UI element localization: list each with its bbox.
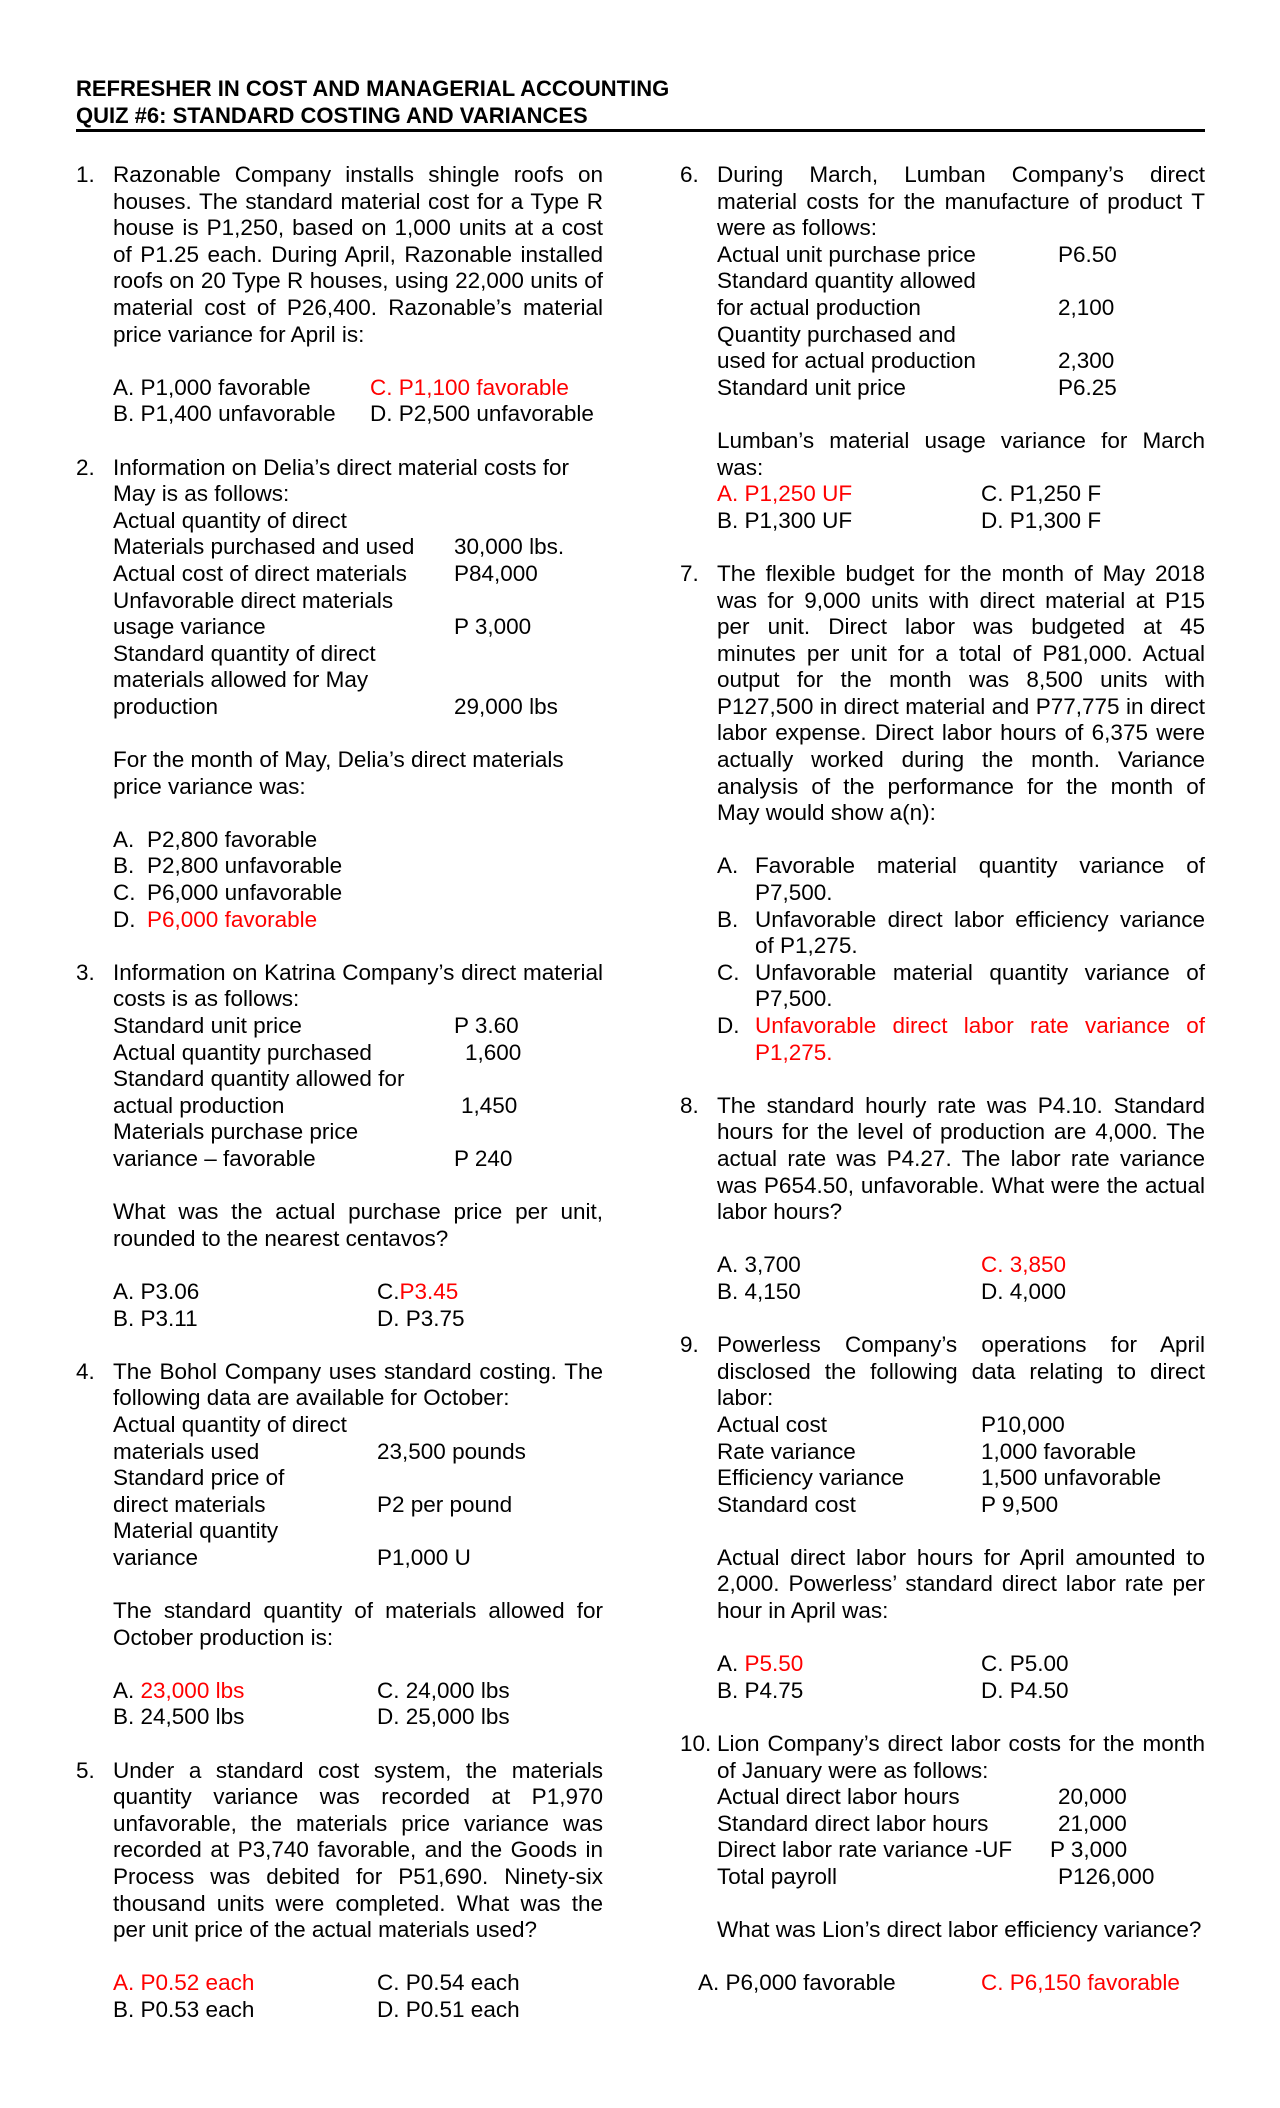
question-intro: Information on Delia’s direct material costs for May is as follows:: [113, 454, 570, 507]
question-2: [76, 455, 603, 934]
question-number: 9.: [680, 1332, 699, 1358]
table-label: Standard price of: [113, 1465, 285, 1491]
quiz-title: QUIZ #6: STANDARD COSTING AND VARIANCES: [76, 103, 588, 128]
option-c: C. P1,250 F: [981, 481, 1102, 507]
question-text: Lumban’s material usage variance for March was:: [717, 427, 1205, 480]
table-label: Standard cost: [717, 1491, 856, 1517]
question-text: Actual direct labor hours for April amounted to 2,000. Powerless’ standard direct labor rate per hour in April was:: [717, 1544, 1205, 1624]
table-value: 21,000: [1058, 1810, 1127, 1836]
option-b: P2,800 unfavorable: [147, 853, 343, 879]
question-10: [680, 1731, 1205, 1891]
question-number: 2.: [76, 454, 95, 480]
option-d-correct: Unfavorable direct labor rate variance of P1,275.: [755, 1013, 1205, 1065]
table-label: used for actual production: [717, 348, 976, 374]
table-value: 1,000 favorable: [981, 1438, 1137, 1464]
question-3: [76, 960, 603, 1332]
table-label: Actual quantity of direct: [113, 1411, 347, 1437]
table-label: Standard quantity allowed: [717, 268, 976, 294]
question-1: [76, 162, 603, 428]
table-label: Unfavorable direct materials: [113, 587, 394, 613]
question-text: The standard quantity of materials allowed for October production is:: [113, 1598, 603, 1650]
question-number: 8.: [680, 1092, 699, 1118]
option-a: P2,800 favorable: [147, 826, 318, 852]
table-value: P10,000: [981, 1411, 1065, 1437]
question-text: Under a standard cost system, the materials quantity variance was recorded at P1,970 unfavorable, the materials price variance was recorded at P3,740 favorable, and the Goods in Process was debited for P51,690. Ninety-six thousand units were completed. What was the per unit price of the actual materials used?: [113, 1757, 603, 1943]
option-letter: A.: [113, 826, 135, 852]
table-label: materials used: [113, 1438, 260, 1464]
question-10-option-a: A. P6,000 favorable: [698, 1970, 896, 1996]
option-letter: C.: [717, 959, 740, 985]
option-d: D. 25,000 lbs: [377, 1704, 510, 1730]
option-c: C. P5.00: [981, 1651, 1069, 1677]
table-label: for actual production: [717, 294, 921, 320]
question-text: The flexible budget for the month of May 2018 was for 9,000 units with direct material at P15 per unit. Direct labor was budgeted at 45 minutes per unit for a total of P81,000. Actual output for the month was 8,500 units with P127,500 in direct material and P77,775 in direct labor expense. Direct labor hours of 6,375 were actually worked during the month. Variance analysis of the performance for the month of May would show a(n):: [717, 560, 1205, 826]
option-b: Unfavorable direct labor efficiency variance of P1,275.: [755, 906, 1205, 959]
option-a-correct: A. P1,250 UF: [717, 481, 853, 507]
option-a: A. P3.06: [113, 1278, 200, 1304]
table-value: P 3,000: [454, 614, 532, 640]
table-value: P 3.60: [454, 1013, 519, 1038]
table-label: Actual quantity of direct: [113, 507, 347, 533]
table-label: Actual cost: [717, 1411, 828, 1437]
option-a-correct: 23,000 lbs: [140, 1677, 245, 1703]
table-value: P6.25: [1058, 374, 1117, 400]
table-value: 20,000: [1058, 1784, 1127, 1810]
question-number: 1.: [76, 162, 95, 187]
option-b: B. P1,400 unfavorable: [113, 401, 336, 427]
option-b: B. P0.53 each: [113, 1996, 255, 2022]
option-b: B. P1,300 UF: [717, 507, 853, 533]
table-value: P2 per pound: [377, 1491, 513, 1517]
option-d-correct: P6,000 favorable: [147, 906, 318, 932]
option-b: B. P4.75: [717, 1677, 804, 1703]
table-label: Material quantity: [113, 1518, 279, 1544]
question-5: [76, 1758, 603, 2024]
table-label: Efficiency variance: [717, 1465, 905, 1491]
question-number: 3.: [76, 959, 95, 985]
question-number: 4.: [76, 1358, 95, 1384]
option-d: D. 4,000: [981, 1278, 1067, 1304]
table-label: Actual unit purchase price: [717, 241, 976, 267]
table-value: P1,000 U: [377, 1544, 471, 1570]
table-value: 2,100: [1058, 294, 1115, 320]
table-label: Materials purchased and used: [113, 534, 415, 560]
table-value: P 240: [454, 1145, 513, 1171]
option-d: D. P4.50: [981, 1677, 1069, 1703]
option-c: Unfavorable material quantity variance of P7,500.: [755, 959, 1205, 1012]
table-label: actual production: [113, 1092, 285, 1118]
option-letter: D.: [717, 1013, 740, 1038]
table-value: P 3,000: [1050, 1837, 1128, 1863]
question-number: 5.: [76, 1757, 95, 1783]
table-label: Actual cost of direct materials: [113, 560, 407, 586]
data-table: [113, 508, 603, 721]
document-header: [76, 75, 1206, 129]
option-d: D. P1,300 F: [981, 507, 1102, 533]
option-a: A. 3,700: [717, 1252, 801, 1278]
table-value: 1,450: [461, 1092, 518, 1118]
question-6: [680, 162, 1205, 534]
question-number: 6.: [680, 162, 699, 187]
table-label: Direct labor rate variance -UF: [717, 1837, 1013, 1863]
table-value: P84,000: [454, 560, 538, 586]
question-intro: During March, Lumban Company’s direct material costs for the manufacture of product T were as follows:: [717, 162, 1205, 241]
table-label: Rate variance: [717, 1438, 856, 1464]
table-label: Materials purchase price: [113, 1119, 359, 1145]
table-label: Actual quantity purchased: [113, 1039, 372, 1065]
table-value: 23,500 pounds: [377, 1438, 526, 1464]
question-text: For the month of May, Delia’s direct materials price variance was:: [113, 747, 564, 799]
option-b: B. 4,150: [717, 1278, 801, 1304]
option-b: B. 24,500 lbs: [113, 1704, 245, 1730]
question-7: [680, 561, 1205, 1066]
option-a-label: A.: [717, 1651, 745, 1677]
question-9: [680, 1332, 1205, 1704]
table-label: Standard unit price: [717, 374, 906, 400]
table-value: 1,500 unfavorable: [981, 1465, 1162, 1491]
question-8: [680, 1093, 1205, 1306]
option-b: B. P3.11: [113, 1305, 198, 1331]
table-value: 30,000 lbs.: [454, 534, 565, 560]
option-a: A. P1,000 favorable: [113, 374, 311, 400]
option-c: C. 24,000 lbs: [377, 1677, 510, 1703]
option-d: D. P2,500 unfavorable: [370, 401, 594, 427]
question-number: 7.: [680, 560, 699, 586]
table-label: Total payroll: [717, 1864, 838, 1889]
table-value: P 9,500: [981, 1491, 1059, 1517]
question-intro: Powerless Company’s operations for April disclosed the following data relating to direct labor:: [717, 1332, 1205, 1411]
option-a: Favorable material quantity variance of P7,500.: [755, 853, 1205, 906]
left-column: [76, 162, 603, 2024]
table-label: variance: [113, 1544, 199, 1570]
option-c: C. P0.54 each: [377, 1970, 520, 1996]
table-value: P6.50: [1058, 241, 1117, 267]
question-10-option-c-correct: C. P6,150 favorable: [981, 1970, 1180, 1996]
question-intro: Information on Katrina Company’s direct material costs is as follows:: [113, 959, 603, 1012]
option-d: D. P3.75: [377, 1305, 465, 1331]
table-label: usage variance: [113, 614, 266, 640]
table-label: Standard direct labor hours: [717, 1810, 989, 1836]
option-a-correct: A. P0.52 each: [113, 1970, 255, 1996]
option-letter: A.: [717, 853, 739, 879]
option-d: D. P0.51 each: [377, 1996, 520, 2022]
right-column: [680, 162, 1205, 1997]
option-letter: D.: [113, 906, 136, 932]
option-letter: C.: [113, 880, 136, 906]
table-label: Standard quantity allowed for: [113, 1066, 405, 1092]
table-label: Standard unit price: [113, 1013, 302, 1038]
option-c: P6,000 unfavorable: [147, 880, 343, 906]
option-a-label: A.: [113, 1677, 141, 1703]
table-value: 29,000 lbs: [454, 693, 558, 719]
option-letter: B.: [717, 906, 739, 932]
option-c-correct: C. P1,100 favorable: [370, 374, 569, 400]
option-c-correct: P3.45: [399, 1278, 459, 1304]
question-text: Razonable Company installs shingle roofs on houses. The standard material cost for a Type R house is P1,250, based on 1,000 units at a cost of P1.25 each. During April, Razonable installed roofs on 20 Type R houses, using 22,000 units of material cost of P26,400. Razonable’s material price variance for April is:: [113, 162, 603, 347]
table-label: production: [113, 693, 219, 719]
option-c-label: C.: [377, 1278, 400, 1304]
question-number: 10.: [680, 1731, 712, 1757]
question-text: What was the actual purchase price per unit, rounded to the nearest centavos?: [113, 1199, 603, 1251]
option-c-correct: C. 3,850: [981, 1252, 1067, 1278]
options-row: [113, 375, 603, 402]
table-label: variance – favorable: [113, 1145, 316, 1171]
table-label: materials allowed for May: [113, 667, 369, 693]
options-row: [113, 401, 603, 428]
table-value: 2,300: [1058, 348, 1115, 374]
question-4: [76, 1359, 603, 1731]
table-label: Standard quantity of direct: [113, 640, 376, 666]
course-title: REFRESHER IN COST AND MANAGERIAL ACCOUNTING: [76, 76, 670, 101]
table-label: direct materials: [113, 1491, 266, 1517]
option-a-correct: P5.50: [744, 1651, 804, 1677]
question-10-text: What was Lion’s direct labor efficiency variance?: [717, 1917, 1202, 1943]
header-rule: [76, 129, 1205, 132]
question-intro: The Bohol Company uses standard costing. The following data are available for October:: [113, 1358, 603, 1411]
table-label: Quantity purchased and: [717, 321, 956, 347]
option-letter: B.: [113, 853, 135, 879]
question-text: The standard hourly rate was P4.10. Standard hours for the level of production are 4,000. The actual rate was P4.27. The labor rate variance was P654.50, unfavorable. What were the actual labor hours?: [717, 1092, 1205, 1225]
table-value: P126,000: [1058, 1864, 1155, 1889]
question-intro: Lion Company’s direct labor costs for the month of January were as follows:: [717, 1731, 1205, 1783]
table-label: Actual direct labor hours: [717, 1784, 960, 1810]
table-value: 1,600: [465, 1039, 522, 1065]
